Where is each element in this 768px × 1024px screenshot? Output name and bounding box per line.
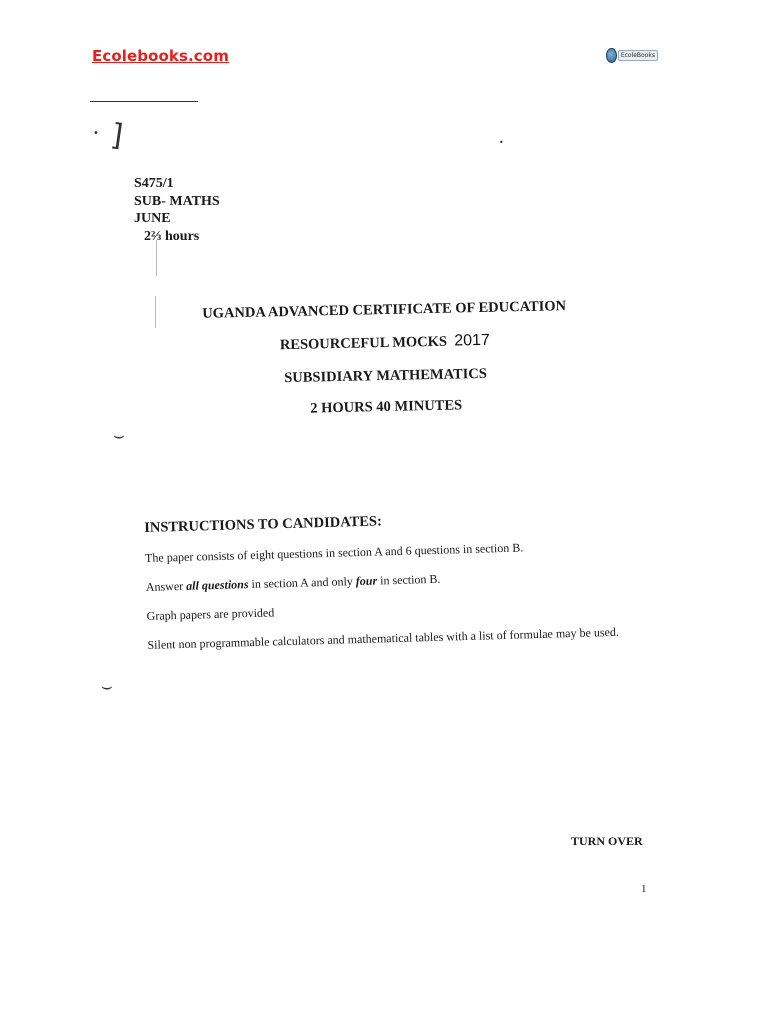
instructions-section: [144, 506, 648, 667]
instruction-item-3: Graph papers are provided: [146, 605, 275, 623]
instruction-2-mid: in section A and only: [248, 574, 356, 592]
instruction-2-post: in section B.: [376, 571, 441, 588]
instruction-2-emphasis-2: four: [355, 573, 378, 589]
ecolebooks-logo: [606, 48, 658, 62]
globe-icon: [606, 48, 617, 63]
instruction-2-pre: Answer: [145, 578, 187, 594]
scan-edge-line: [156, 240, 157, 276]
hole-punch-mark-2: ⌣: [101, 676, 113, 697]
paper-details: [134, 175, 220, 245]
instruction-item-4: Silent non programmable calculators and mathematical tables with a list of formulae may be used.: [147, 624, 620, 652]
exam-duration: 2 HOURS 40 MINUTES: [310, 397, 463, 417]
scan-mark-dot-2: •: [499, 138, 504, 147]
hole-punch-mark: ⌣: [113, 425, 125, 446]
paper-subject: SUB- MATHS: [134, 193, 220, 209]
instructions-title: INSTRUCTIONS TO CANDIDATES:: [144, 513, 383, 536]
page-number: 1: [641, 883, 647, 895]
exam-series: [1, 326, 768, 360]
instruction-item-1: The paper consists of eight questions in section A and 6 questions in section B.: [144, 540, 524, 565]
scan-mark-bracket: ]: [108, 117, 126, 154]
exam-board-title: UGANDA ADVANCED CERTIFICATE OF EDUCATION: [202, 298, 567, 322]
paper-duration: 2⅔ hours: [144, 228, 200, 244]
exam-subject: SUBSIDIARY MATHEMATICS: [284, 365, 488, 387]
paper-code: S475/1: [134, 176, 174, 191]
header-rule: [90, 101, 198, 102]
paper-month: JUNE: [134, 211, 171, 226]
site-brand-link[interactable]: Ecolebooks.com: [92, 47, 229, 65]
exam-heading: [0, 294, 768, 440]
logo-text: EcoleBooks: [618, 50, 658, 61]
exam-year: 2017: [454, 331, 491, 350]
exam-series-name: RESOURCEFUL MOCKS: [279, 333, 448, 354]
instruction-item-2: [146, 566, 646, 594]
scan-mark-dot: •: [93, 128, 99, 139]
turn-over-label: TURN OVER: [571, 834, 643, 848]
instruction-2-emphasis-1: all questions: [185, 577, 249, 593]
